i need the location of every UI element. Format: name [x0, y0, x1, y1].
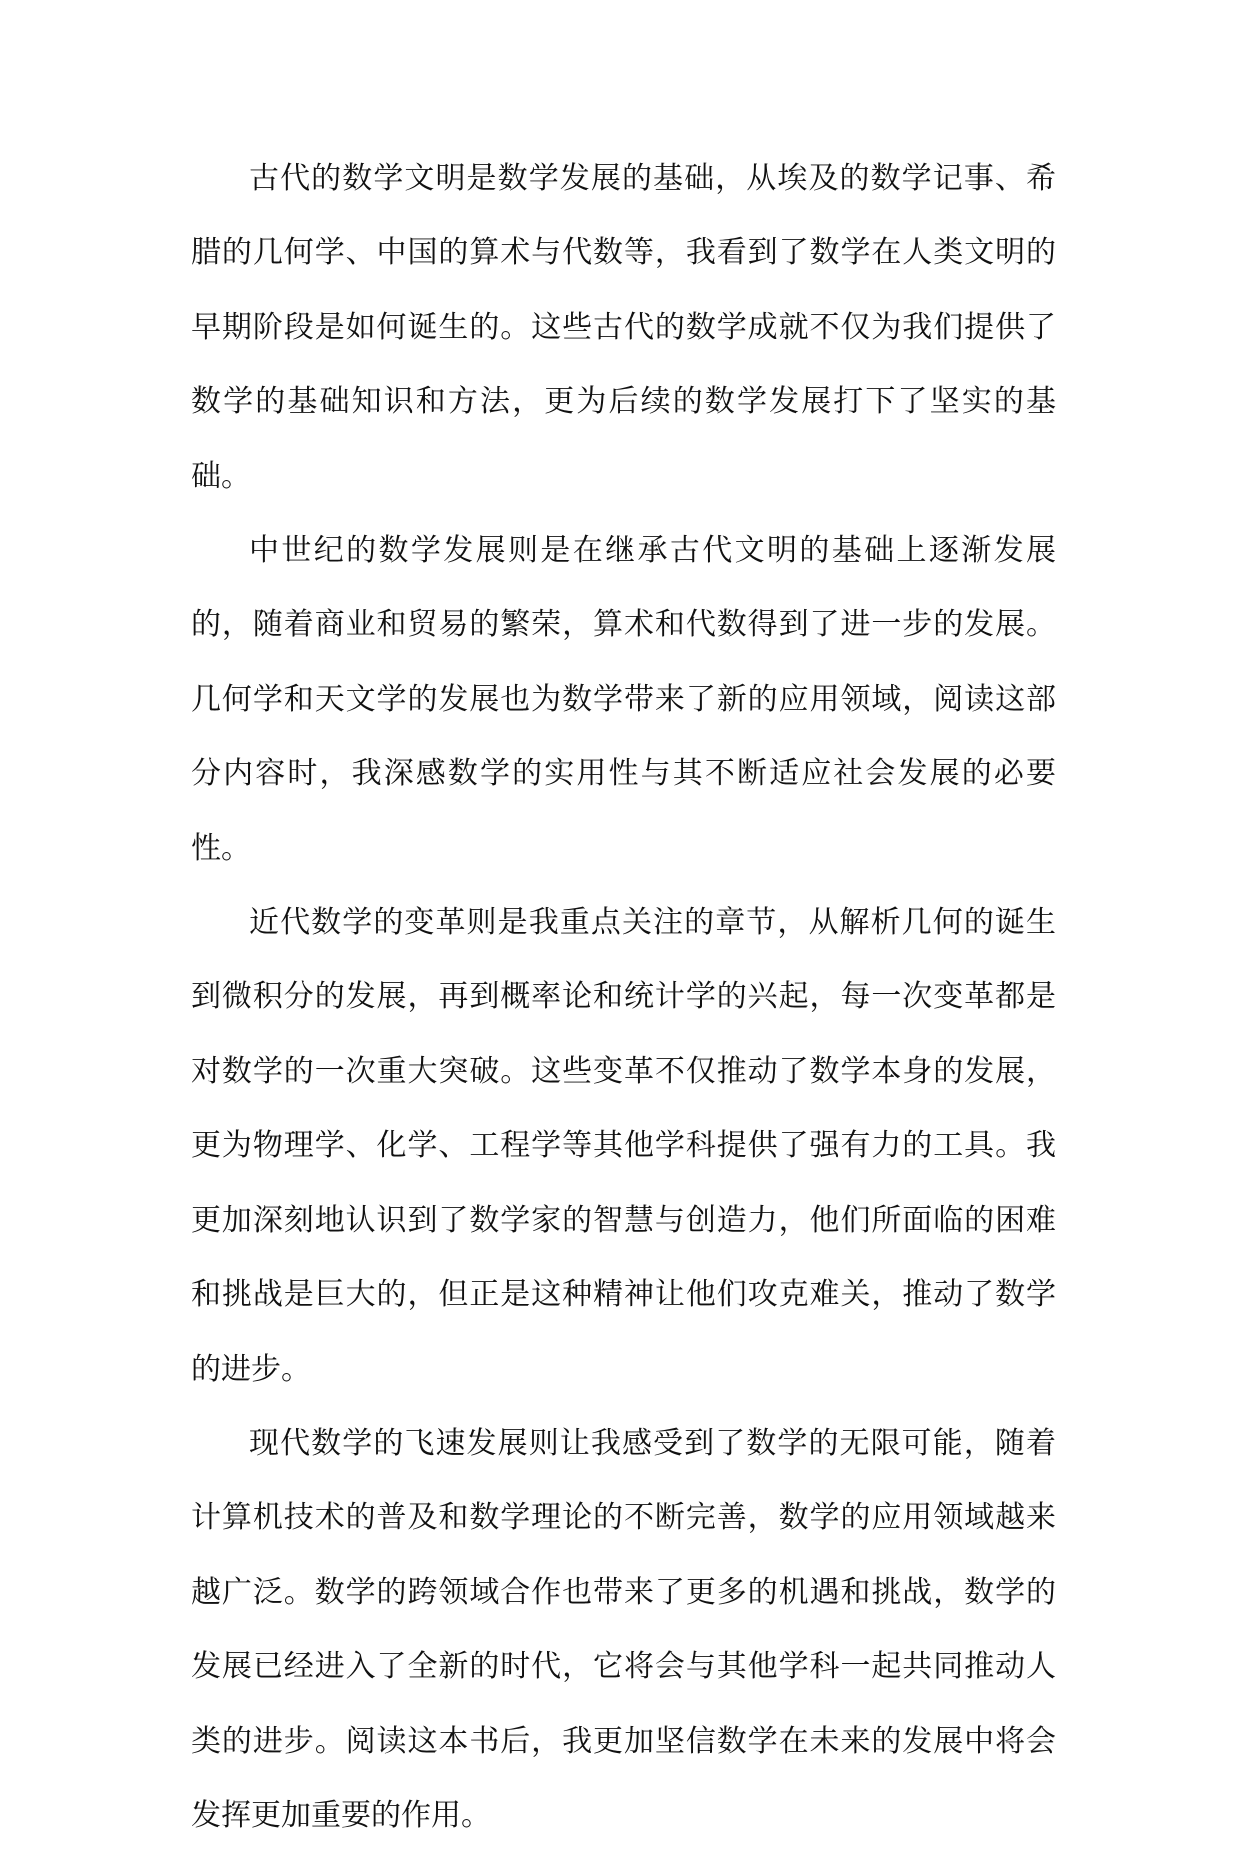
paragraph-medieval-mathematics: 中世纪的数学发展则是在继承古代文明的基础上逐渐发展的，随着商业和贸易的繁荣，算术和代数得到了进一步的发展。几何学和天文学的发展也为数学带来了新的应用领域，阅读这部分内容时，我深感数学的实用性与其不断适应社会发展的必要性。	[191, 533, 1056, 866]
paragraph-ancient-mathematics: 古代的数学文明是数学发展的基础，从埃及的数学记事、希腊的几何学、中国的算术与代数等，我看到了数学在人类文明的早期阶段是如何诞生的。这些古代的数学成就不仅为我们提供了数学的基础知识和方法，更为后续的数学发展打下了坚实的基础。	[191, 161, 1056, 494]
paragraph-modern-era-mathematics: 近代数学的变革则是我重点关注的章节，从解析几何的诞生到微积分的发展，再到概率论和统计学的兴起，每一次变革都是对数学的一次重大突破。这些变革不仅推动了数学本身的发展，更为物理学、化学、工程学等其他学科提供了强有力的工具。我更加深刻地认识到了数学家的智慧与创造力，他们所面临的困难和挑战是巨大的，但正是这种精神让他们攻克难关，推动了数学的进步。	[191, 905, 1056, 1387]
document-body	[191, 142, 1056, 1853]
paragraph-contemporary-mathematics: 现代数学的飞速发展则让我感受到了数学的无限可能，随着计算机技术的普及和数学理论的不断完善，数学的应用领域越来越广泛。数学的跨领域合作也带来了更多的机遇和挑战，数学的发展已经进入了全新的时代，它将会与其他学科一起共同推动人类的进步。阅读这本书后，我更加坚信数学在未来的发展中将会发挥更加重要的作用。	[191, 1425, 1056, 1833]
